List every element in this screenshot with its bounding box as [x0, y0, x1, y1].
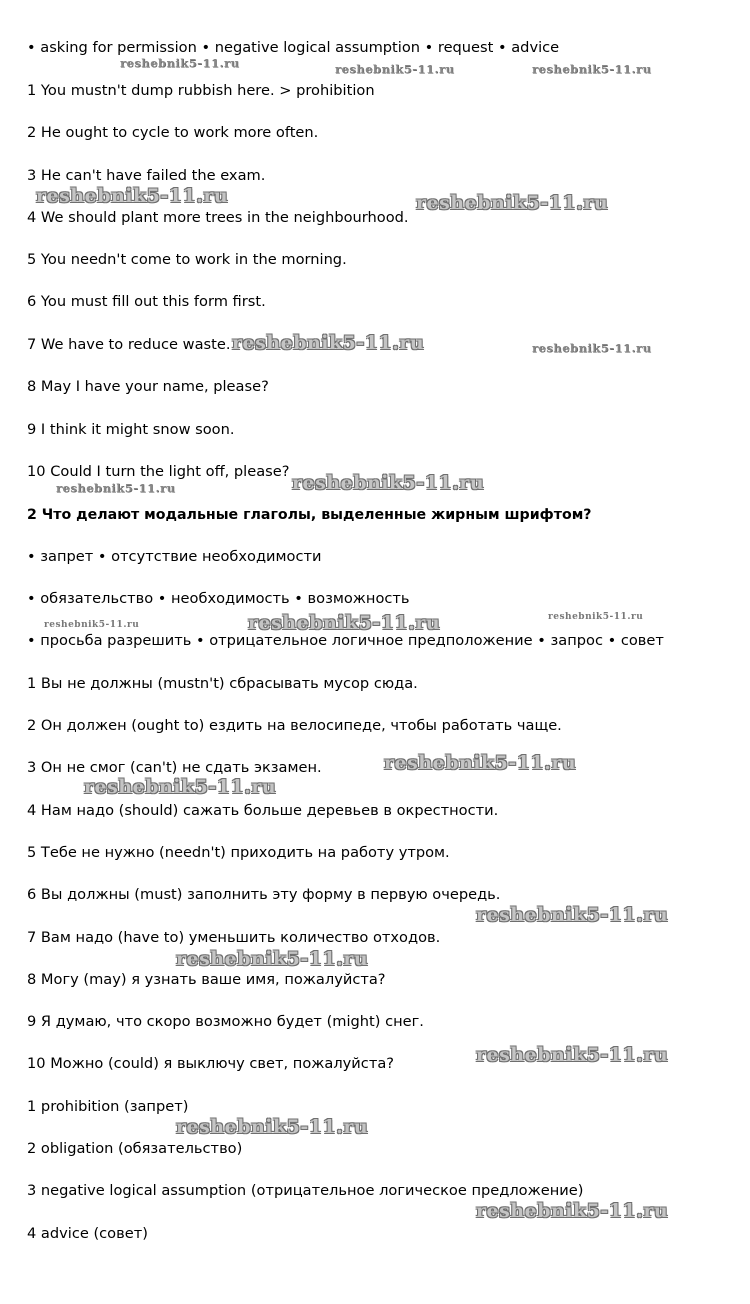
watermark: reshebnik5-11.ru [44, 620, 140, 630]
text-line: 3 negative logical assumption (отрицательное логическое предложение) [27, 1182, 584, 1199]
watermark: reshebnik5-11.ru [176, 948, 369, 970]
text-line: 4 Нам надо (should) сажать больше деревьев в окрестности. [27, 802, 499, 819]
text-line: 5 You needn't come to work in the morning. [27, 251, 347, 268]
text-line: 9 I think it might snow soon. [27, 421, 235, 438]
watermark: reshebnik5-11.ru [36, 185, 229, 207]
watermark: reshebnik5-11.ru [248, 612, 441, 634]
text-line: 2 Он должен (ought to) ездить на велосипеде, чтобы работать чаще. [27, 717, 562, 734]
watermark: reshebnik5-11.ru [476, 1044, 669, 1066]
watermark: reshebnik5-11.ru [476, 904, 669, 926]
text-line: 7 We have to reduce waste. [27, 336, 231, 353]
text-line: 1 You mustn't dump rubbish here. > prohibition [27, 82, 375, 99]
watermark: reshebnik5-11.ru [56, 481, 176, 495]
text-line: 1 prohibition (запрет) [27, 1098, 189, 1115]
text-line: 2 He ought to cycle to work more often. [27, 124, 319, 141]
text-line: 9 Я думаю, что скоро возможно будет (might) снег. [27, 1013, 424, 1030]
watermark: reshebnik5-11.ru [292, 472, 485, 494]
section-heading: 2 Что делают модальные глаголы, выделенные жирным шрифтом? [27, 507, 592, 523]
text-line: 4 We should plant more trees in the neighbourhood. [27, 209, 409, 226]
watermark: reshebnik5-11.ru [416, 192, 609, 214]
watermark: reshebnik5-11.ru [232, 332, 425, 354]
watermark: reshebnik5-11.ru [476, 1200, 669, 1222]
text-line: 4 advice (совет) [27, 1225, 148, 1242]
text-line: 3 Он не смог (can't) не сдать экзамен. [27, 759, 322, 776]
watermark: reshebnik5-11.ru [532, 341, 652, 355]
text-line: 3 He can't have failed the exam. [27, 167, 266, 184]
text-line: 1 Вы не должны (mustn't) сбрасывать мусор сюда. [27, 675, 418, 692]
text-line: 2 obligation (обязательство) [27, 1140, 243, 1157]
text-line: 10 Можно (could) я выключу свет, пожалуйста? [27, 1055, 395, 1072]
watermark: reshebnik5-11.ru [176, 1116, 369, 1138]
watermark: reshebnik5-11.ru [120, 56, 240, 70]
text-line: 10 Could I turn the light off, please? [27, 463, 290, 480]
watermark: reshebnik5-11.ru [84, 776, 277, 798]
watermark: reshebnik5-11.ru [384, 752, 577, 774]
text-line: 5 Тебе не нужно (needn't) приходить на работу утром. [27, 844, 450, 861]
text-line: 8 May I have your name, please? [27, 378, 269, 395]
text-line: 7 Вам надо (have to) уменьшить количество отходов. [27, 929, 441, 946]
text-line: • запрет • отсутствие необходимости [27, 548, 322, 565]
watermark: reshebnik5-11.ru [532, 62, 652, 76]
watermark: reshebnik5-11.ru [548, 612, 644, 622]
text-line: 6 Вы должны (must) заполнить эту форму в первую очередь. [27, 886, 501, 903]
text-line: • asking for permission • negative logical assumption • request • advice [27, 39, 560, 56]
text-line: • просьба разрешить • отрицательное логичное предположение • запрос • совет [27, 632, 664, 649]
text-line: 8 Могу (may) я узнать ваше имя, пожалуйста? [27, 971, 386, 988]
text-line: 6 You must fill out this form first. [27, 293, 266, 310]
watermark: reshebnik5-11.ru [335, 62, 455, 76]
text-line: • обязательство • необходимость • возможность [27, 590, 410, 607]
